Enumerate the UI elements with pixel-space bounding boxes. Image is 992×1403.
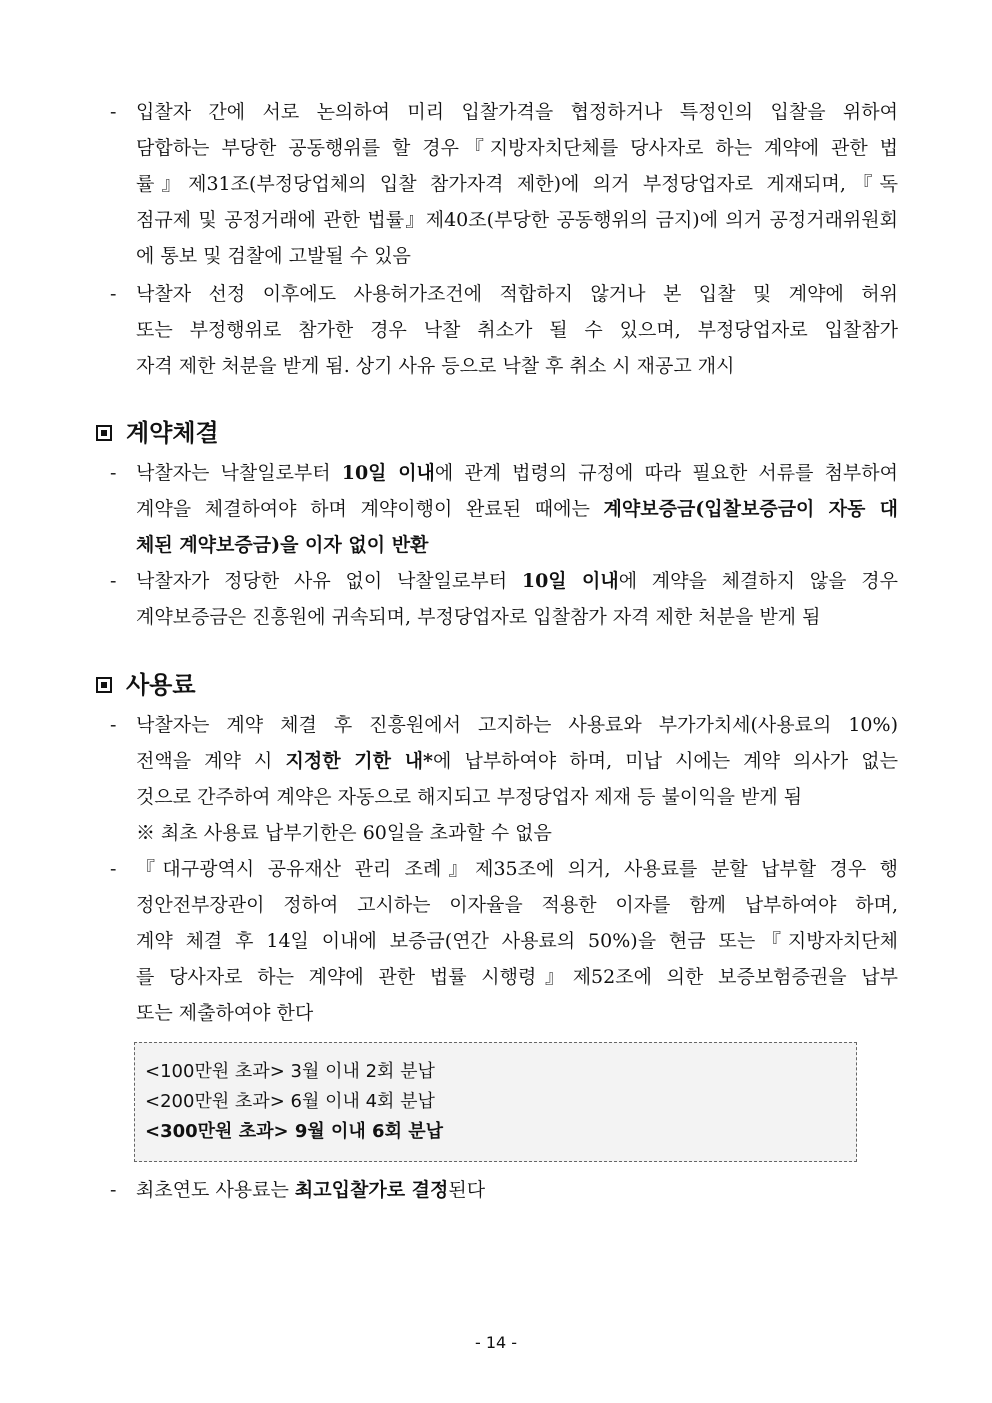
section-heading-fee xyxy=(96,669,196,701)
text-line xyxy=(110,743,898,779)
installment-row: <100만원 초과> 3월 이내 2회 분납 xyxy=(145,1061,435,1082)
emphasis-text: 10일 이내 xyxy=(521,570,619,592)
text-line: 에 통보 및 검찰에 고발될 수 있음 xyxy=(136,245,411,267)
bullet-dash: - xyxy=(110,570,117,592)
emphasis-text: 지정한 기한 내* xyxy=(285,750,433,772)
text-run: 낙찰자가 정당한 사유 없이 낙찰일로부터 xyxy=(136,570,522,592)
page-number: - 14 - xyxy=(474,1333,518,1352)
list-item xyxy=(110,851,898,1031)
text-line: 정안전부장관이 정하여 고시하는 이자율을 적용한 이자를 함께 납부하여야 하며, xyxy=(136,894,898,916)
square-bullet-icon xyxy=(96,677,112,693)
section-title: 사용료 xyxy=(126,671,196,699)
text-line: 률』제31조(부정당업체의 입찰 참가자격 제한)에 의거 부정당업자로 게재되며,『독 xyxy=(136,173,898,195)
text-run: 에 계약을 체결하지 않을 경우 xyxy=(618,570,898,592)
bullet-dash: - xyxy=(110,101,117,123)
section-heading-contract xyxy=(96,417,219,449)
text-run: 에 납부하여야 하며, 미납 시에는 계약 의사가 없는 xyxy=(432,750,898,772)
list-item xyxy=(110,455,898,563)
square-bullet-icon xyxy=(96,425,112,441)
list-item xyxy=(110,563,898,635)
bullet-dash: - xyxy=(110,714,117,736)
text-line: 또는 제출하여야 한다 xyxy=(136,1002,314,1024)
text-line: 담합하는 부당한 공동행위를 할 경우『지방자치단체를 당사자로 하는 계약에 관한 법 xyxy=(136,137,898,159)
bullet-dash: - xyxy=(110,283,117,305)
text-line: 계약 체결 후 14일 이내에 보증금(연간 사용료의 50%)을 현금 또는『지방자치단체 xyxy=(136,930,898,952)
text-line xyxy=(110,455,898,491)
list-item xyxy=(110,707,898,815)
text-line: 낙찰자 선정 이후에도 사용허가조건에 적합하지 않거나 본 입찰 및 계약에 허위 xyxy=(136,283,898,305)
emphasis-text: 최고입찰가로 결정 xyxy=(294,1179,449,1201)
text-line: 점규제 및 공정거래에 관한 법률』제40조(부당한 공동행위의 금지)에 의거 공정거래위원회 xyxy=(136,209,898,231)
bullet-dash: - xyxy=(110,858,117,880)
text-line: 를 당사자로 하는 계약에 관한 법률 시행령』제52조에 의한 보증보험증권을 납부 xyxy=(136,966,898,988)
installment-box xyxy=(134,1042,857,1162)
text-line: 낙찰자는 계약 체결 후 진흥원에서 고지하는 사용료와 부가가치세(사용료의 10%) xyxy=(136,714,898,736)
text-line xyxy=(110,491,898,527)
emphasis-text: 10일 이내 xyxy=(341,462,435,484)
text-run: 계약을 체결하여야 하며 계약이행이 완료된 때에는 xyxy=(136,498,604,520)
text-line: 자격 제한 처분을 받게 됨. 상기 사유 등으로 낙찰 후 취소 시 재공고 개시 xyxy=(136,355,735,377)
text-line xyxy=(110,1172,898,1208)
text-line: 또는 부정행위로 참가한 경우 낙찰 취소가 될 수 있으며, 부정당업자로 입찰참가 xyxy=(136,319,898,341)
installment-row: <300만원 초과> 9월 이내 6회 분납 xyxy=(145,1121,443,1142)
bullet-dash: - xyxy=(110,1179,117,1201)
text-run: 에 관계 법령의 규정에 따라 필요한 서류를 첨부하여 xyxy=(434,462,898,484)
bullet-dash: - xyxy=(110,462,117,484)
text-run: 낙찰자는 낙찰일로부터 xyxy=(136,462,342,484)
text-run: 전액을 계약 시 xyxy=(136,750,286,772)
reference-note: ※ 최초 사용료 납부기한은 60일을 초과할 수 없음 xyxy=(136,822,552,844)
emphasis-text: 계약보증금(입찰보증금이 자동 대 xyxy=(603,498,898,520)
text-line: 입찰자 간에 서로 논의하여 미리 입찰가격을 협정하거나 특정인의 입찰을 위하여 xyxy=(136,101,898,123)
text-line: 것으로 간주하여 계약은 자동으로 해지되고 부정당업자 제재 등 불이익을 받게 됨 xyxy=(136,786,803,808)
list-item xyxy=(110,94,898,274)
text-line: 계약보증금은 진흥원에 귀속되며, 부정당업자로 입찰참가 자격 제한 처분을 받게 됨 xyxy=(136,606,821,628)
list-item xyxy=(110,276,898,384)
text-line xyxy=(110,563,898,599)
list-item xyxy=(110,1172,898,1208)
installment-row: <200만원 초과> 6월 이내 4회 분납 xyxy=(145,1091,435,1112)
section-title: 계약체결 xyxy=(126,419,219,447)
text-run: 최초연도 사용료는 xyxy=(136,1179,295,1201)
text-line: 『대구광역시 공유재산 관리 조례』제35조에 의거, 사용료를 분할 납부할 경우 행 xyxy=(136,858,898,880)
text-run: 된다 xyxy=(448,1179,486,1201)
emphasis-text: 체된 계약보증금)을 이자 없이 반환 xyxy=(136,534,429,556)
